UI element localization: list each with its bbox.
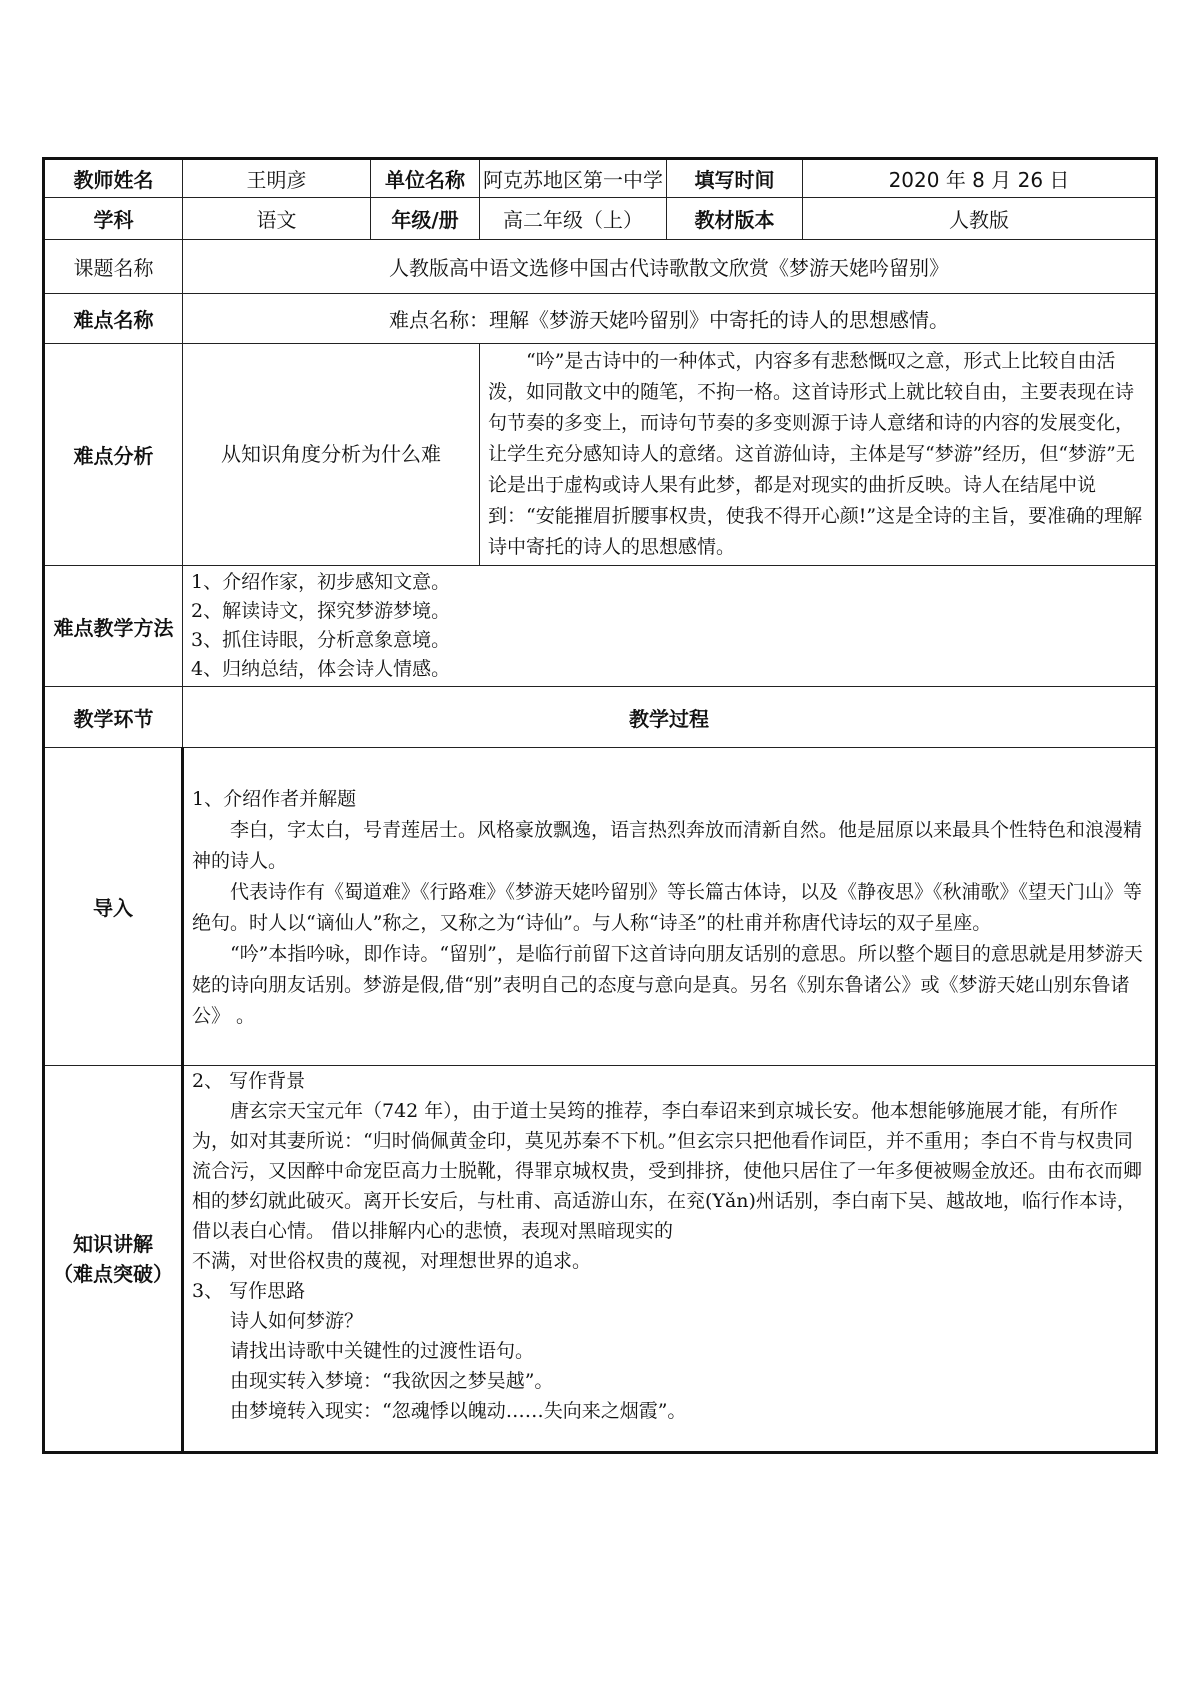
background-heading: 2、 写作背景	[192, 1070, 306, 1092]
intro-paragraph-2: 代表诗作有《蜀道难》《行路难》《梦游天姥吟留别》等长篇古体诗，以及《静夜思》《秋浦歌》《望天门山》等绝句。时人以“谪仙人”称之，又称之为“诗仙”。与人称“诗圣”的杜甫并称唐代诗坛的双子星座。	[192, 880, 1143, 934]
intro-heading: 1、介绍作者并解题	[192, 787, 357, 810]
topic-label: 课题名称	[44, 240, 183, 294]
structure-transition-1: 由现实转入梦境：“我欲因之梦吴越”。	[230, 1370, 554, 1392]
methods-cell	[183, 566, 1157, 687]
knowledge-label-line2: （难点突破）	[53, 1261, 173, 1286]
knowledge-cell	[183, 1066, 1157, 1453]
process-header: 教学过程	[183, 687, 1157, 748]
grade-value: 高二年级（上）	[480, 198, 667, 240]
knowledge-label	[44, 1066, 183, 1453]
analysis-text-cell	[480, 344, 1157, 566]
teacher-name-value: 王明彦	[183, 159, 371, 198]
difficulty-value: 难点名称：理解《梦游天姥吟留别》中寄托的诗人的思想感情。	[183, 294, 1157, 344]
teacher-name-label: 教师姓名	[44, 159, 183, 198]
method-item-2: 2、解读诗文，探究梦游梦境。	[191, 600, 451, 622]
unit-name-label: 单位名称	[371, 159, 480, 198]
analysis-text: “吟”是古诗中的一种体式，内容多有悲愁慨叹之意，形式上比较自由活泼，如同散文中的随笔，不拘一格。这首诗形式上就比较自由，主要表现在诗句节奏的多变上，而诗句节奏的多变则源于诗人意绪和诗的内容的发展变化，让学生充分感知诗人的意绪。这首游仙诗，主体是写“梦游”经历，但“梦游”无论是出于虚构或诗人果有此梦，都是对现实的曲折反映。诗人在结尾中说到：“安能摧眉折腰事权贵，使我不得开心颜!”这是全诗的主旨，要准确的理解诗中寄托的诗人的思想感情。	[488, 350, 1143, 558]
intro-cell	[183, 748, 1157, 1066]
intro-label: 导入	[44, 748, 183, 1066]
structure-question-2: 请找出诗歌中关键性的过渡性语句。	[230, 1340, 535, 1362]
method-item-4: 4、归纳总结，体会诗人情感。	[191, 658, 451, 680]
method-item-3: 3、抓住诗眼，分析意象意境。	[191, 629, 451, 651]
subject-label: 学科	[44, 198, 183, 240]
structure-transition-2: 由梦境转入现实：“忽魂悸以魄动……失向来之烟霞”。	[230, 1400, 687, 1422]
subject-value: 语文	[183, 198, 371, 240]
methods-label: 难点教学方法	[44, 566, 183, 687]
intro-paragraph-1: 李白，字太白，号青莲居士。风格豪放飘逸，语言热烈奔放而清新自然。他是屈原以来最具个性特色和浪漫精神的诗人。	[192, 818, 1143, 872]
lesson-plan-table	[42, 157, 1158, 1454]
fill-date-value: 2020 年 8 月 26 日	[803, 159, 1157, 198]
unit-name-value: 阿克苏地区第一中学	[480, 159, 667, 198]
topic-value: 人教版高中语文选修中国古代诗歌散文欣赏《梦游天姥吟留别》	[183, 240, 1157, 294]
lesson-plan-sheet	[42, 157, 1155, 1454]
stage-header: 教学环节	[44, 687, 183, 748]
intro-paragraph-3: “吟”本指吟咏，即作诗。“留别”，是临行前留下这首诗向朋友话别的意思。所以整个题目的意思就是用梦游天姥的诗向朋友话别。梦游是假,借“别”表明自己的态度与意向是真。另名《别东鲁诸公》或《梦游天姥山别东鲁诸公》 。	[192, 942, 1143, 1027]
structure-question-1: 诗人如何梦游？	[230, 1310, 364, 1332]
edition-label: 教材版本	[667, 198, 803, 240]
knowledge-label-line1: 知识讲解	[73, 1231, 153, 1256]
method-item-1: 1、介绍作家，初步感知文意。	[191, 571, 451, 593]
structure-heading: 3、 写作思路	[192, 1280, 306, 1302]
fill-date-label: 填写时间	[667, 159, 803, 198]
grade-label: 年级/册	[371, 198, 480, 240]
analysis-label: 难点分析	[44, 344, 183, 566]
edition-value: 人教版	[803, 198, 1157, 240]
background-paragraph: 唐玄宗天宝元年（742 年），由于道士吴筠的推荐，李白奉诏来到京城长安。他本想能够施展才能，有所作为，如对其妻所说：“归时倘佩黄金印，莫见苏秦不下机。”但玄宗只把他看作词臣，并不重用；李白不肯与权贵同流合污，又因醉中命宠臣高力士脱靴，得罪京城权贵，受到排挤，使他只居住了一年多便被赐金放还。由布衣而卿相的梦幻就此破灭。离开长安后，与杜甫、高适游山东，在兖(Yǎn)州话别，李白南下吴、越故地，临行作本诗，借以表白心情。 借以排解内心的悲愤，表现对黑暗现实的	[192, 1100, 1143, 1242]
analysis-sub-label: 从知识角度分析为什么难	[183, 344, 480, 566]
difficulty-label: 难点名称	[44, 294, 183, 344]
background-paragraph-tail: 不满，对世俗权贵的蔑视，对理想世界的追求。	[192, 1250, 592, 1272]
